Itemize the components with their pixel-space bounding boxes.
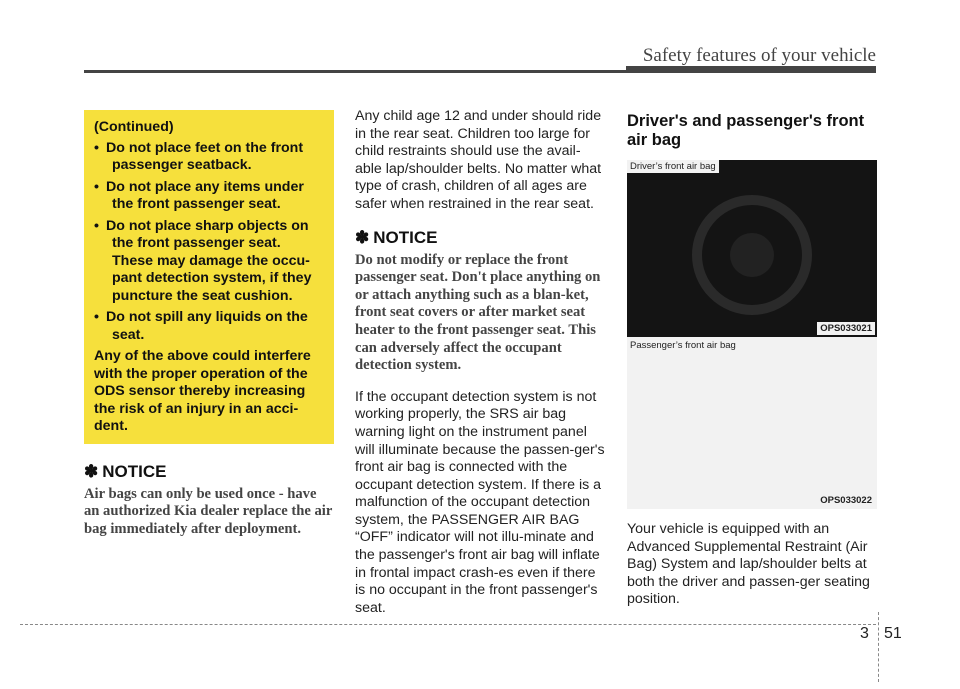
warning-list: [94, 140, 324, 345]
footer-rule: [20, 624, 876, 625]
warning-item: • Do not place any items under the front passenger seat.: [94, 179, 324, 214]
notice-text: Do not modify or replace the front passenger seat. Don't place anything on or attach anything such as a blan-ket, front seat covers or after market seat heater to the front passenger seat. This can adversely affect the occupant detection system.: [355, 251, 601, 374]
page-number: 51: [884, 625, 902, 642]
figure-passenger-airbag: [627, 337, 877, 509]
figure-caption: Passenger’s front air bag: [627, 339, 739, 352]
notice-star-icon: ✽: [84, 461, 99, 481]
page-header-title: Safety features of your vehicle: [642, 45, 876, 66]
warning-box: [84, 110, 334, 444]
warning-item: • Do not spill any liquids on the seat.: [94, 309, 324, 344]
warning-closing: Any of the above could interfere with the proper operation of the ODS sensor thereby increasing the risk of an injury in an acci-dent.: [94, 348, 311, 434]
section-heading: Driver's and passenger's front air bag: [627, 112, 865, 149]
steering-wheel-illustration: [627, 160, 877, 337]
chapter-number: 3: [860, 625, 869, 642]
column-right: [627, 112, 877, 623]
notice-heading: ✽ NOTICE: [84, 461, 167, 481]
body-paragraph: If the occupant detection system is not working properly, the SRS air bag warning light on the instrument panel will illuminate because the passen-ger's front air bag is connected with the occupant detection system. If there is a malfunction of the occupant detection system, the PASSENGER AIR BAG “OFF” indicator will not illu-minate and the passenger's front air bag will inflate in frontal impact crash-es even if there is no occupant in the front passenger's seat.: [355, 388, 605, 616]
footer-divider: [878, 612, 879, 682]
warning-item: • Do not place feet on the front passenger seatback.: [94, 140, 324, 175]
column-left: [84, 110, 334, 538]
header-rule-accent: [626, 66, 876, 73]
warning-continued: (Continued): [94, 119, 174, 135]
notice-star-icon: ✽: [355, 227, 370, 247]
body-paragraph: Your vehicle is equipped with an Advanced Supplemental Restraint (Air Bag) System and lap/shoulder belts at both the driver and passen-ger seating position.: [627, 521, 870, 608]
column-middle: [355, 108, 605, 631]
figure-caption: Driver’s front air bag: [627, 160, 719, 173]
notice-text: Air bags can only be used once - have an authorized Kia dealer replace the air bag immediately after deployment.: [84, 485, 333, 537]
figure-code: OPS033022: [817, 494, 875, 507]
figure-driver-airbag: [627, 160, 877, 337]
warning-item: • Do not place sharp objects on the front passenger seat. These may damage the occu- pant detection system, if they puncture the seat cushion.: [94, 218, 324, 306]
notice-heading: ✽ NOTICE: [355, 227, 438, 247]
figure-code: OPS033021: [817, 322, 875, 335]
body-paragraph: Any child age 12 and under should ride in the rear seat. Children too large for child restraints should use the avail-able lap/shoulder belts. No matter what type of crash, children of all ages are safer when restrained in the rear seat.: [355, 108, 602, 212]
